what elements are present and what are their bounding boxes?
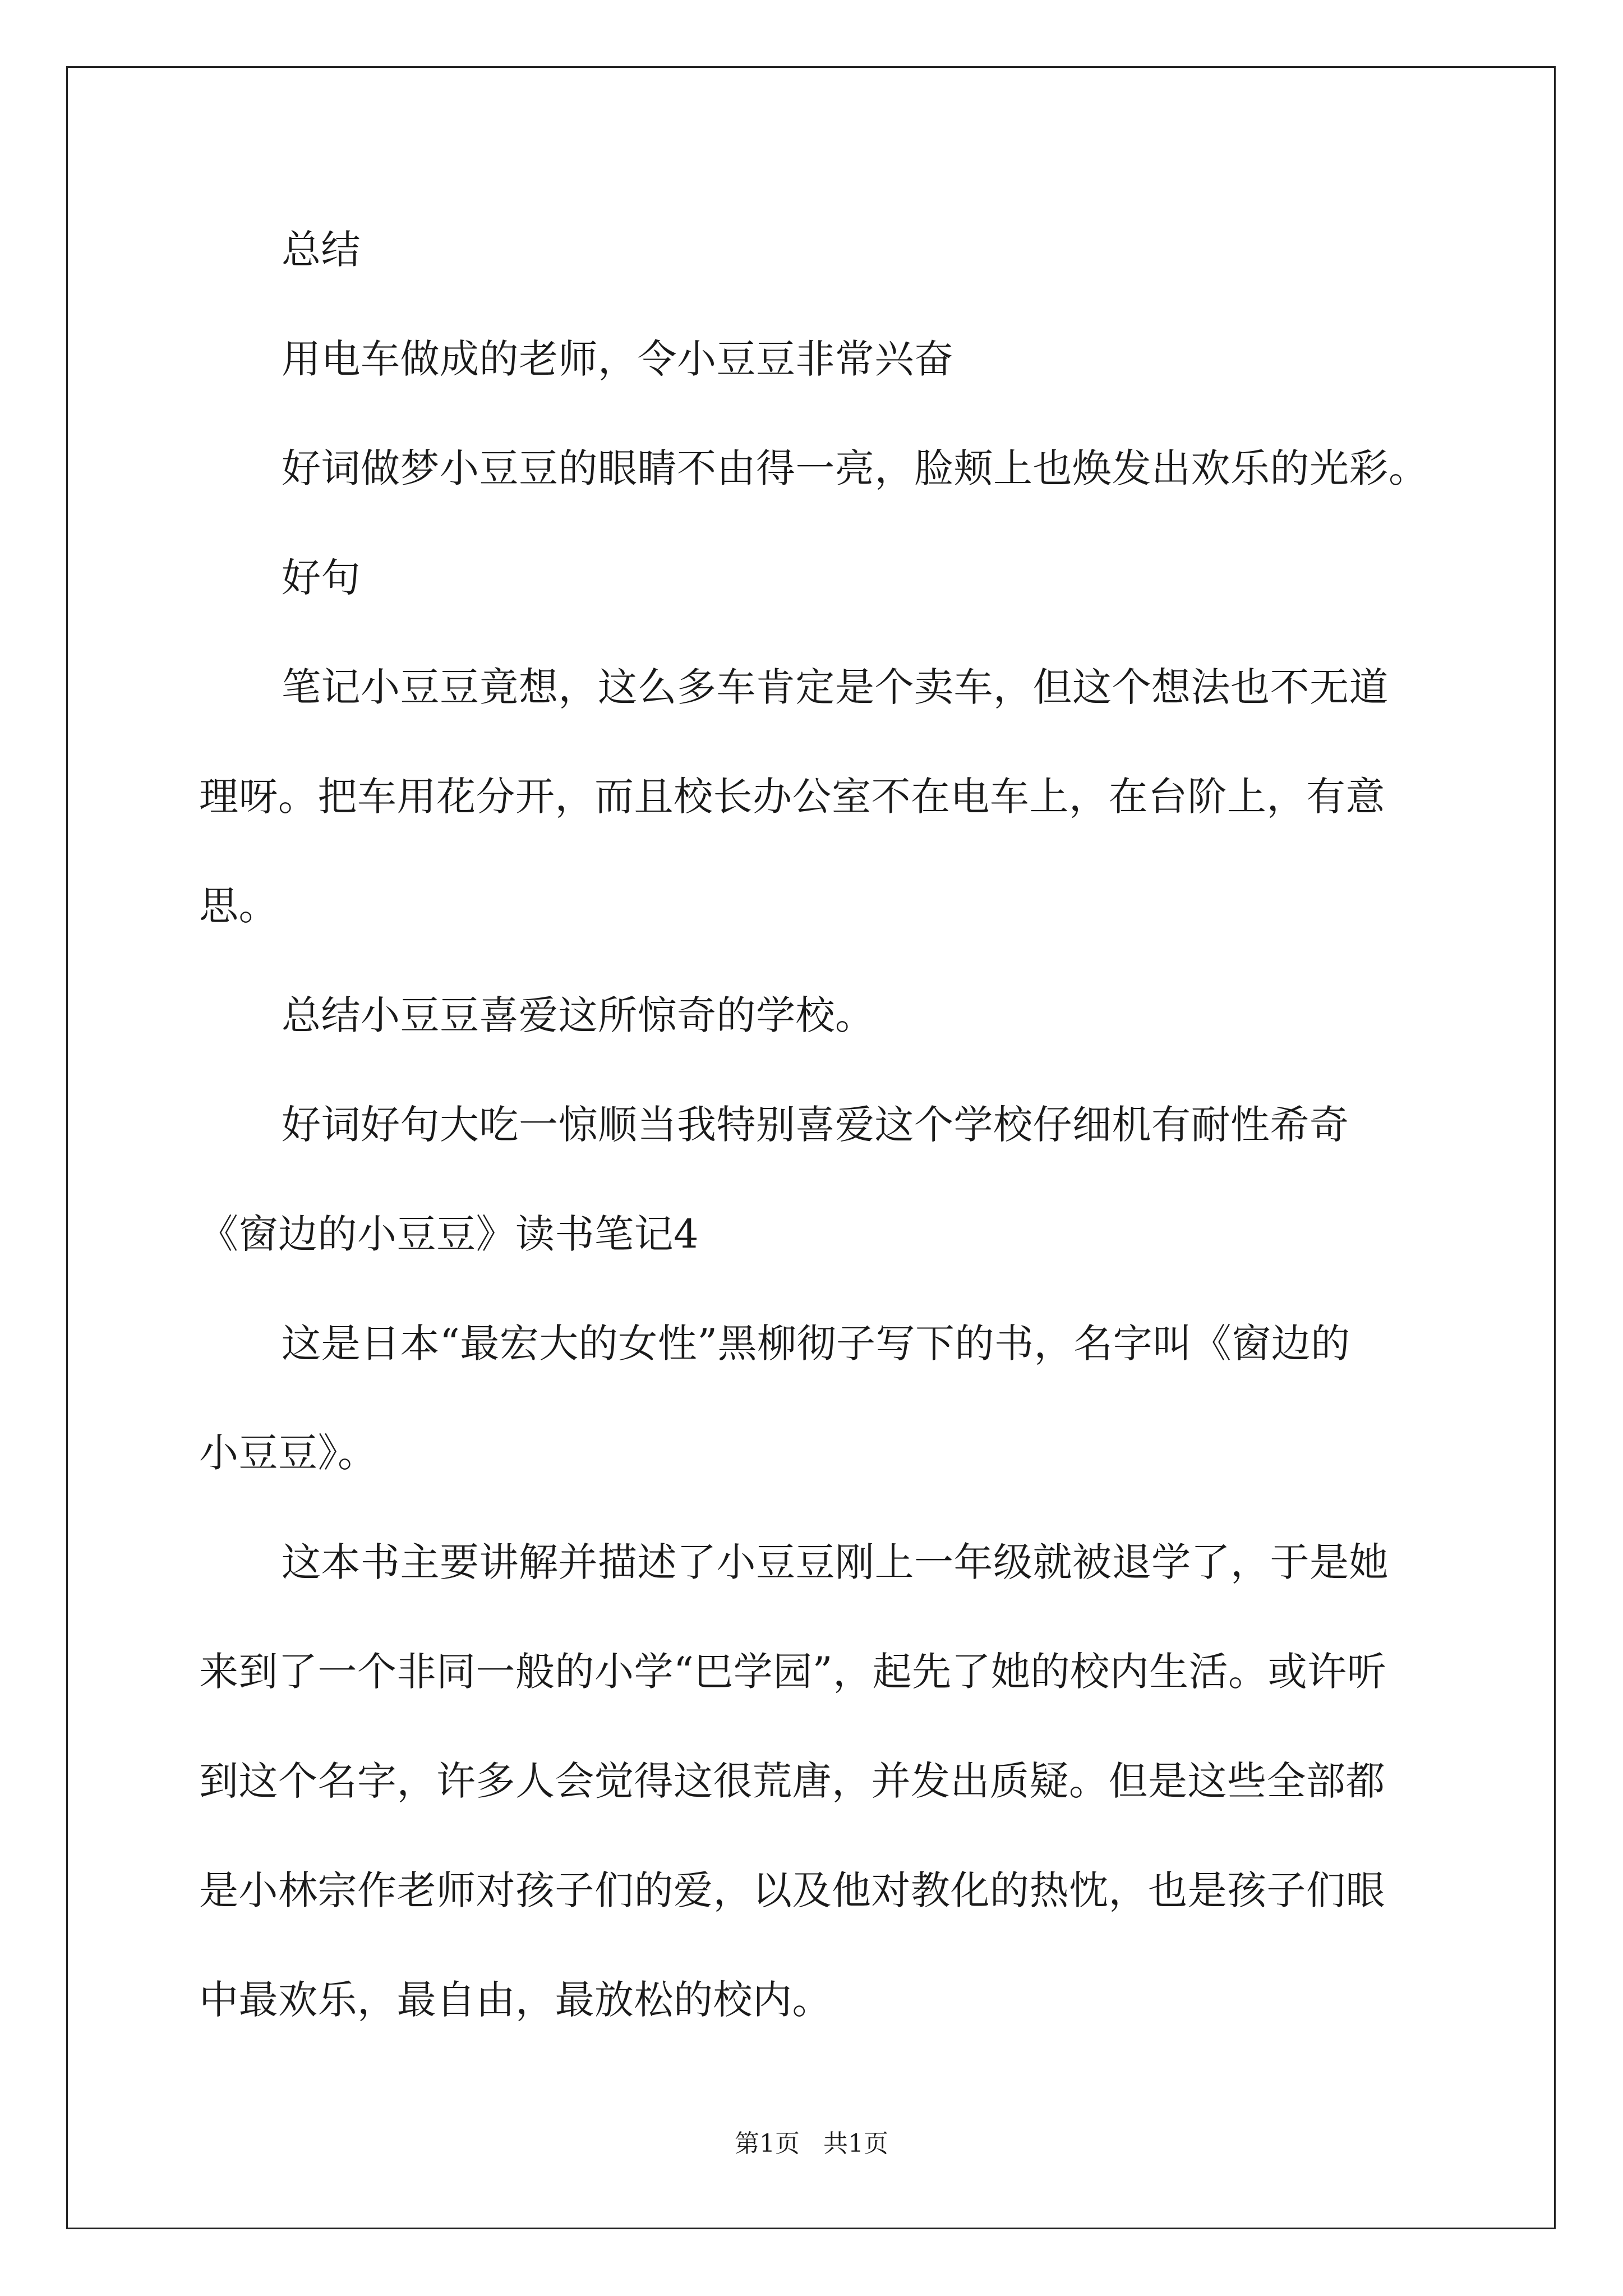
paragraph-line: 这是日本“最宏大的女性”黑柳彻子写下的书，名字叫《窗边的: [282, 1320, 1350, 1366]
paragraph-line: 这本书主要讲解并描述了小豆豆刚上一年级就被退学了，于是她: [282, 1539, 1389, 1585]
paragraph-line: 来到了一个非同一般的小学“巴学园”，起先了她的校内生活。或许听: [199, 1649, 1387, 1695]
paragraph-line: 总结: [282, 227, 361, 273]
paragraph-line: 小豆豆》。: [199, 1430, 377, 1476]
paragraph-line: 总结小豆豆喜爱这所惊奇的学校。: [282, 992, 875, 1038]
paragraph-line: 中最欢乐，最自由，最放松的校内。: [199, 1977, 832, 2023]
page-number: 第1页 共1页: [735, 2129, 888, 2158]
section-heading: 《窗边的小豆豆》读书笔记4: [199, 1211, 699, 1257]
paragraph-line: 好词好句大吃一惊顺当我特别喜爱这个学校仔细机有耐性希奇: [282, 1102, 1349, 1148]
paragraph-line: 笔记小豆豆竟想，这么多车肯定是个卖车，但这个想法也不无道: [282, 664, 1389, 710]
paragraph-line: 思。: [199, 883, 278, 929]
paragraph-line: 是小林宗作老师对孩子们的爱，以及他对教化的热忱，也是孩子们眼: [199, 1867, 1385, 1913]
paragraph-line: 好词做梦小豆豆的眼睛不由得一亮，脸颊上也焕发出欢乐的光彩。: [282, 445, 1428, 491]
paragraph-line: 用电车做成的老师，令小豆豆非常兴奋: [282, 336, 954, 382]
paragraph-line: 好句: [282, 555, 361, 601]
paragraph-line: 到这个名字，许多人会觉得这很荒唐，并发出质疑。但是这些全部都: [199, 1758, 1385, 1804]
paragraph-line: 理呀。把车用花分开，而且校长办公室不在电车上，在台阶上，有意: [199, 774, 1385, 820]
